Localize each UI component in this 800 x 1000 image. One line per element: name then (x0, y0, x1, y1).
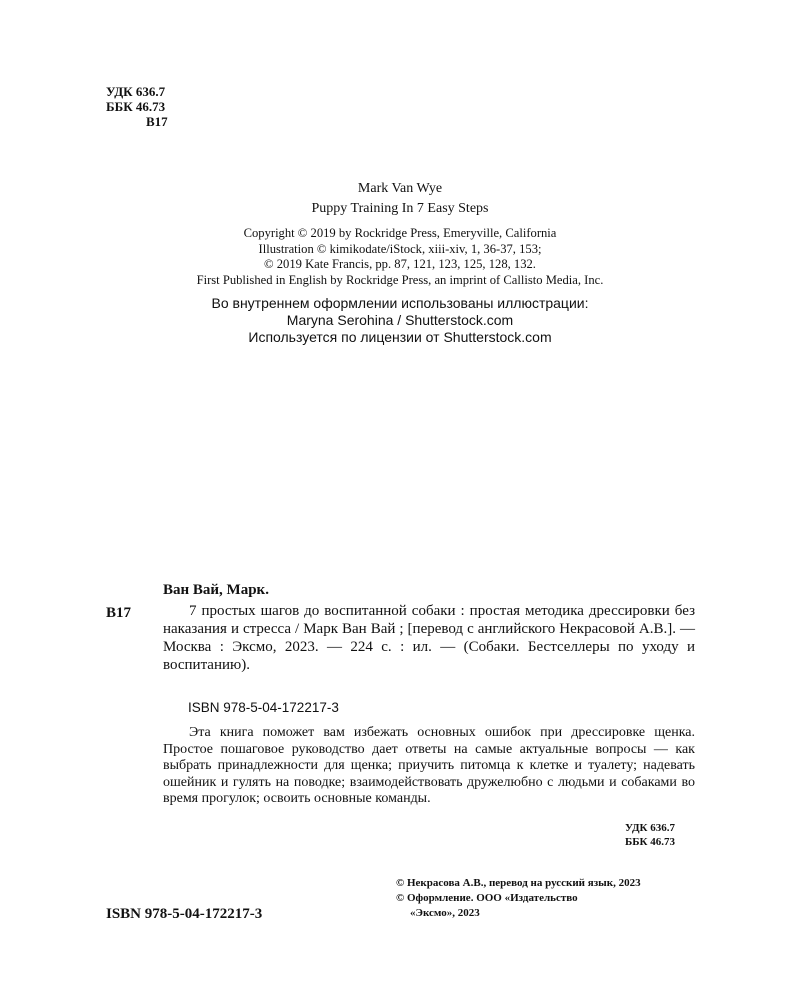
copyright-block (0, 226, 800, 288)
bib-author-mark: В17 (106, 605, 132, 621)
illustration-credits (0, 295, 800, 346)
udk-code: УДК 636.7 (106, 84, 166, 99)
illustration-line: Во внутреннем оформлении использованы иллюстрации: (211, 295, 589, 311)
bbk-code: ББК 46.73 (106, 99, 166, 114)
original-title: Puppy Training In 7 Easy Steps (311, 201, 489, 216)
copyright-line: Illustration © kimikodate/iStock, xiii-xiv, 1, 36-37, 153; (258, 241, 542, 256)
credit-line: © Некрасова А.В., перевод на русский язык, 2023 (396, 877, 641, 889)
copyright-credits (396, 876, 641, 921)
credit-line: © Оформление. ООО «Издательство (396, 892, 578, 904)
author-heading: Ван Вай, Марк. (163, 582, 269, 598)
illustration-line: Maryna Serohina / Shutterstock.com (286, 312, 514, 328)
copyright-line: First Published in English by Rockridge Press, an imprint of Callisto Media, Inc. (196, 272, 604, 287)
annotation: Эта книга поможет вам избежать основных ошибок при дрессировке щенка. Простое пошаговое руководство дает ответы на самые актуальные вопросы — как выбрать принадлежности для щенка; приучить питомца к клетке и туалету; надевать ошейник и гулять на поводке; взаимодействовать дружелюбно с людьми и собаками во время прогулок; освоить основные команды. (163, 725, 695, 806)
illustration-line: Используется по лицензии от Shutterstock.com (248, 329, 552, 345)
udk-code: УДК 636.7 (625, 822, 676, 834)
classification-codes (106, 84, 168, 129)
bbk-code: ББК 46.73 (625, 836, 676, 848)
isbn-bottom: ISBN 978-5-04-172217-3 (106, 906, 263, 922)
original-author: Mark Van Wye (357, 181, 443, 196)
classification-codes-right (625, 821, 675, 849)
isbn-inline: ISBN 978-5-04-172217-3 (188, 700, 339, 715)
copyright-line: Copyright © 2019 by Rockridge Press, Emeryville, California (243, 226, 557, 240)
copyright-line: © 2019 Kate Francis, pp. 87, 121, 123, 125, 128, 132. (264, 257, 536, 271)
author-mark: В17 (146, 114, 168, 129)
credit-line: «Эксмо», 2023 (410, 907, 480, 919)
bibliographic-description: 7 простых шагов до воспитанной собаки : простая методика дрессировки без наказания и стресса / Марк Ван Вай ; [перевод с английского Некрасовой А.В.]. — Москва : Эксмо, 2023. — 224 с. : ил. — (Собаки. Бестселлеры по уходу и воспитанию). (163, 603, 695, 673)
